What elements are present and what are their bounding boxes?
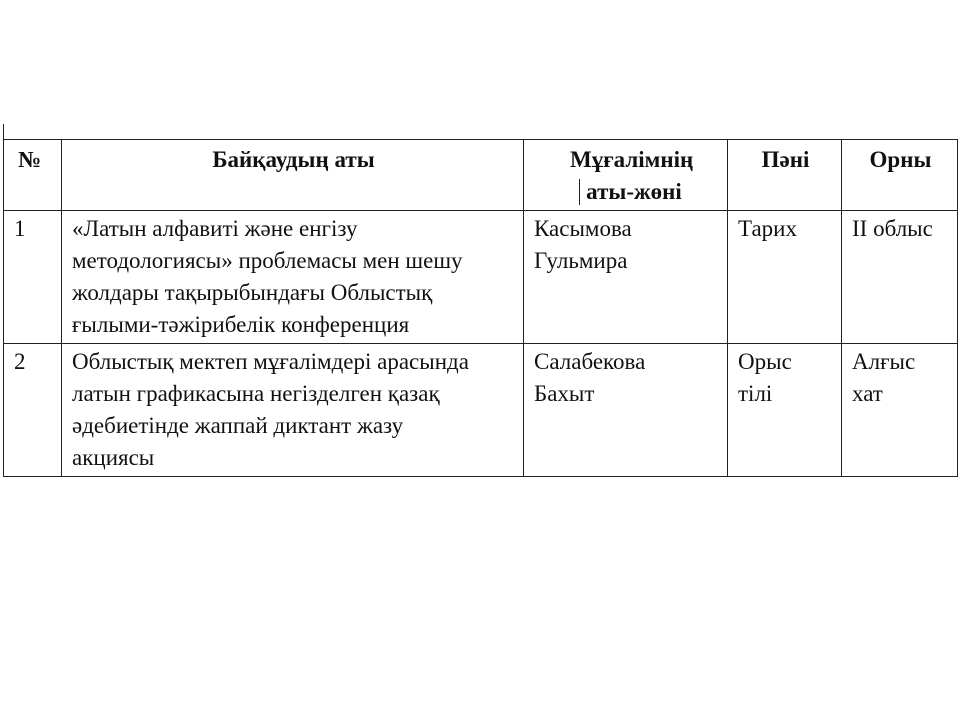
contest-name-cell (62, 211, 524, 344)
place-line: Алғыс (852, 349, 916, 374)
contest-name-line: ғылыми-тәжірибелік конференция (72, 312, 410, 337)
subject-line: тілі (738, 381, 773, 406)
table-header-row (4, 140, 958, 211)
place-cell (842, 344, 958, 477)
header-teacher-line1: Мұғалімнің (570, 147, 694, 172)
table-row (4, 211, 958, 344)
subject-line: Орыс (738, 349, 792, 374)
contest-name-line: латын графикасына негізделген қазақ (72, 381, 440, 406)
header-number: № (4, 140, 62, 211)
subject-cell (728, 344, 842, 477)
table-row (4, 344, 958, 477)
table-left-marker (3, 124, 4, 140)
contest-name-line: әдебиетінде жаппай диктант жазу (72, 413, 404, 438)
teacher-first-name: Бахыт (534, 381, 595, 406)
header-teacher (524, 140, 728, 211)
contest-name-line: Облыстық мектеп мұғалімдері арасында (72, 349, 469, 374)
teacher-first-name: Гульмира (534, 248, 628, 273)
header-subject: Пәні (728, 140, 842, 211)
place-cell (842, 211, 958, 344)
teacher-cell (524, 211, 728, 344)
contest-name-line: методологиясы» проблемасы мен шешу (72, 248, 463, 273)
row-number: 2 (4, 344, 62, 477)
header-place: Орны (842, 140, 958, 211)
contest-name-line: «Латын алфавиті және енгізу (72, 216, 358, 241)
contest-name-line: акциясы (72, 445, 155, 470)
header-contest-name: Байқаудың аты (62, 140, 524, 211)
row-number: 1 (4, 211, 62, 344)
teacher-cell (524, 344, 728, 477)
awards-table (3, 139, 958, 477)
subject-cell (728, 211, 842, 344)
contest-name-line: жолдары тақырыбындағы Облыстық (72, 280, 433, 305)
contest-name-cell (62, 344, 524, 477)
teacher-surname: Салабекова (534, 349, 646, 374)
place-line: хат (852, 381, 883, 406)
subject-line: Тарих (738, 216, 797, 241)
teacher-surname: Касымова (534, 216, 632, 241)
header-teacher-line2: аты-жөні (579, 179, 682, 205)
place-line: ІІ облыс (852, 216, 933, 241)
